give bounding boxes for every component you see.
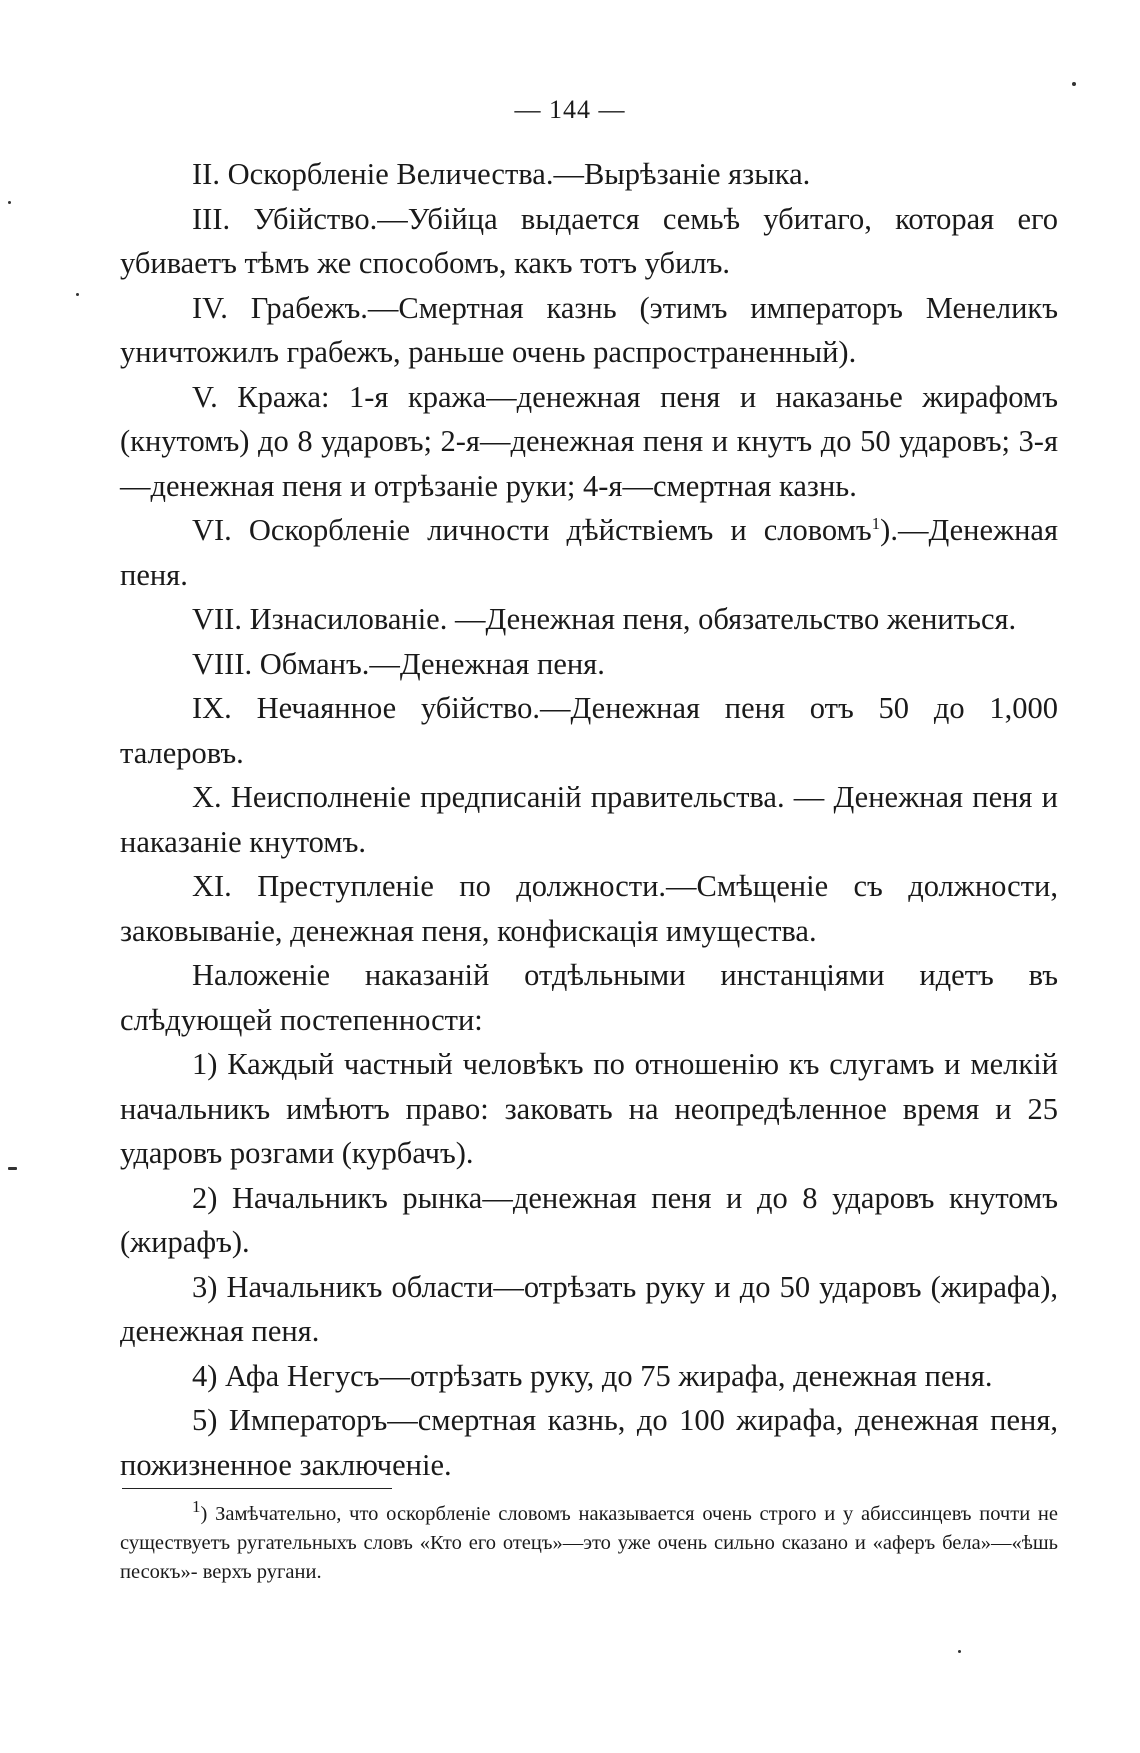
page-number: — 144 — (514, 95, 626, 124)
footnote-paragraph (120, 1497, 1058, 1587)
paragraph-intro-instances: Наложеніе наказаній отдѣльными инстанціями идетъ въ слѣдующей постепенности: (120, 958, 1058, 1037)
footnote-reference[interactable]: 1 (871, 513, 881, 533)
paragraph-offense-iv: IV. Грабежъ.—Смертная казнь (этимъ императоръ Менеликъ уничтожилъ грабежъ, раньше очень распространенный). (120, 290, 1058, 369)
paragraph-instance-4: 4) Афа Негусъ—отрѣзать руку, до 75 жирафа, денежная пеня. (192, 1358, 993, 1393)
paragraph-instance-3: 3) Начальникъ области—отрѣзать руку и до 50 ударовъ (жирафа), денежная пеня. (120, 1269, 1058, 1348)
print-speck (8, 1167, 17, 1170)
footnote-divider (122, 1488, 392, 1489)
footnote-marker: 1 (192, 1497, 201, 1517)
paragraph-offense-vi-text: VI. Оскорбленіе личности дѣйствіемъ и словомъ (192, 513, 872, 547)
footnote-text: ) Замѣчательно, что оскорбленіе словомъ наказывается очень строго и у абиссинцевъ почти не существуетъ ругательныхъ словъ «Кто его отецъ»—это уже очень сильно сказано и «аферъ бела»—«ѣшь песокъ»- верхъ ругани. (120, 1503, 1058, 1583)
paragraph-instance-1: 1) Каждый частный человѣкъ по отношенію къ слугамъ и мелкій начальникъ имѣютъ право: заковать на неопредѣленное время и 25 ударовъ розгами (курбачъ). (120, 1047, 1058, 1170)
paragraph-instance-5: 5) Императоръ—смертная казнь, до 100 жирафа, денежная пеня, пожизненное заключеніе. (120, 1403, 1058, 1482)
print-speck (76, 293, 79, 296)
main-text (120, 152, 1058, 1487)
paragraph-offense-ix: IX. Нечаянное убійство.—Денежная пеня отъ 50 до 1,000 талеровъ. (120, 691, 1058, 770)
paragraph-offense-vi (120, 508, 1058, 597)
paragraph-offense-v: V. Кража: 1-я кража—денежная пеня и наказанье жирафомъ (кнутомъ) до 8 ударовъ; 2-я—денежная пеня и кнутъ до 50 ударовъ; 3-я—денежная пеня и отрѣзаніе руки; 4-я—смертная казнь. (120, 379, 1058, 503)
paragraph-offense-viii: VIII. Обманъ.—Денежная пеня. (192, 646, 605, 681)
print-speck (1072, 82, 1076, 86)
paragraph-offense-vi-tail: ).—Денежная пеня. (120, 513, 1058, 592)
paragraph-offense-vii: VII. Изнасилованіе. —Денежная пеня, обязательство жениться. (192, 602, 1017, 636)
paragraph-instance-2: 2) Начальникъ рынка—денежная пеня и до 8 ударовъ кнутомъ (жирафъ). (120, 1180, 1058, 1259)
print-speck (958, 1650, 961, 1653)
footnote (120, 1497, 1058, 1587)
paragraph-offense-x: X. Неисполненіе предписаній правительства. — Денежная пеня и наказаніе кнутомъ. (120, 780, 1058, 859)
paragraph-offense-ii: II. Оскорбленіе Величества.—Вырѣзаніе языка. (192, 157, 811, 191)
paragraph-offense-iii: III. Убійство.—Убійца выдается семьѣ убитаго, которая его убиваетъ тѣмъ же способомъ, какъ тотъ убилъ. (120, 201, 1058, 280)
print-speck (8, 201, 11, 204)
paragraph-offense-xi: XI. Преступленіе по должности.—Смѣщеніе съ должности, заковываніе, денежная пеня, конфискація имущества. (120, 869, 1058, 948)
